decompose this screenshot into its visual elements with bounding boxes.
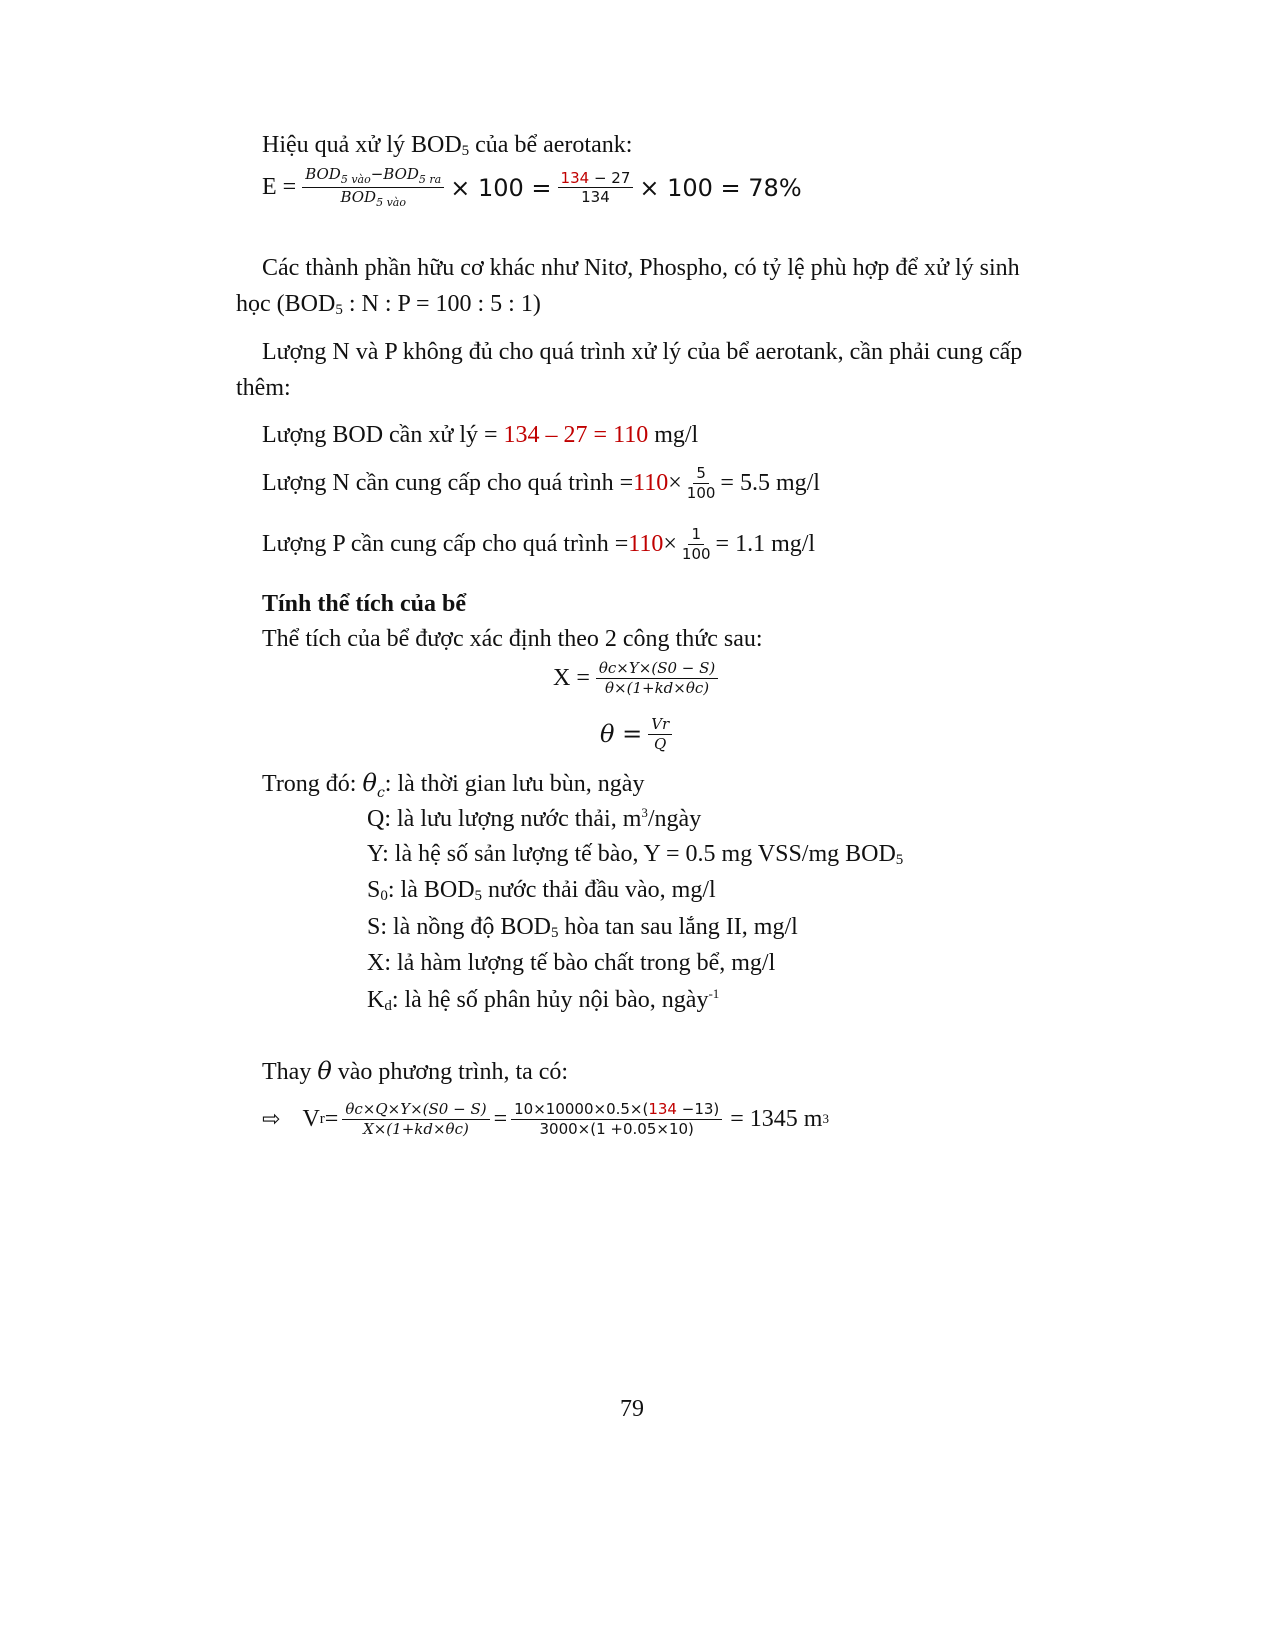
efficiency-intro: Hiệu quả xử lý $BOD_5$ của bể aerotank: [262,132,633,159]
implies-arrow-icon: ⇨ [262,1106,281,1132]
phosphorus-line: Lượng P cần cung cấp cho quá trình = 110 × $\frac{1}{100}$ = 1.1 mg/l [262,525,816,563]
equation-theta: θ = $\frac{Vr}{Q}$ [600,716,674,752]
paragraph-nutrients-line1: Các thành phần hữu cơ khác như Nitơ, Phospho, có tỷ lệ phù hợp để xử lý sinh [262,255,1020,281]
page-number: 79 [620,1396,644,1422]
def-Y: Y: là hệ số sản lượng tế bào, Y = 0.5 mg VSS/mg $BOD_5$ [367,841,904,868]
def-S0: $S_0$: là $BOD_5$ nước thải đầu vào, mg/l [367,877,716,904]
def-X: X: lả hàm lượng tế bào chất trong bể, mg/l [367,950,776,976]
paragraph-supply-line2: thêm: [236,375,291,401]
def-theta-c: Trong đó: $\theta_c$: là thời gian lưu bùn, ngày [262,769,645,801]
volume-intro: Thể tích của bể được xác định theo 2 công thức sau: [262,626,763,652]
paragraph-nutrients-line2: học ($BOD_5$ : N : P = 100 : 5 : 1) [236,291,541,318]
def-Kd: $K_d$: là hệ số phân hủy nội bào, ngày$^{-1}$ [367,986,720,1014]
efficiency-fraction-numeric: $\frac{134 - 27}{134}$ [558,170,634,206]
def-Q: Q: là lưu lượng nước thải, $m^3$/ngày [367,805,702,832]
equation-X: X = $\frac{\theta c\times Y\times(S0 - S)}{\theta\times(1+kd\times\theta c)}$ [553,660,720,696]
equation-Vr: ⇨ V r = $\frac{\theta c\times Q\times Y\times(S0 - S)}{X\times(1+kd\times\theta c)}$ = $\frac{10\times 10000\times 0.5\times(134 -13)}{3000\times(1 +0.05\times 10)}$ = 1345 m 3 [262,1100,829,1138]
nitrogen-line: Lượng N cần cung cấp cho quá trình = 110 × $\frac{5}{100}$ = 5.5 mg/l [262,464,820,502]
substitute-line: Thay θ vào phương trình, ta có: [262,1057,569,1085]
efficiency-equation: E = $\frac{BOD_{5 vào}-BOD_{5 ra}}{BOD_{5 vào}}$ × 100 = $\frac{134 - 27}{134}$ × 100 = 78% [262,165,802,210]
paragraph-supply-line1: Lượng N và P không đủ cho quá trình xử lý của bể aerotank, cần phải cung cấp [262,339,1023,365]
bod-required-line: Lượng BOD cần xử lý = 134 – 27 = 110 mg/l [262,422,699,448]
volume-heading: Tính thể tích của bể [262,591,467,617]
efficiency-fraction-symbolic: $\frac{BOD_{5 vào}-BOD_{5 ra}}{BOD_{5 vào}}$ [302,166,444,209]
def-S: S: là nồng độ $BOD_5$ hòa tan sau lắng II, mg/l [367,914,798,941]
